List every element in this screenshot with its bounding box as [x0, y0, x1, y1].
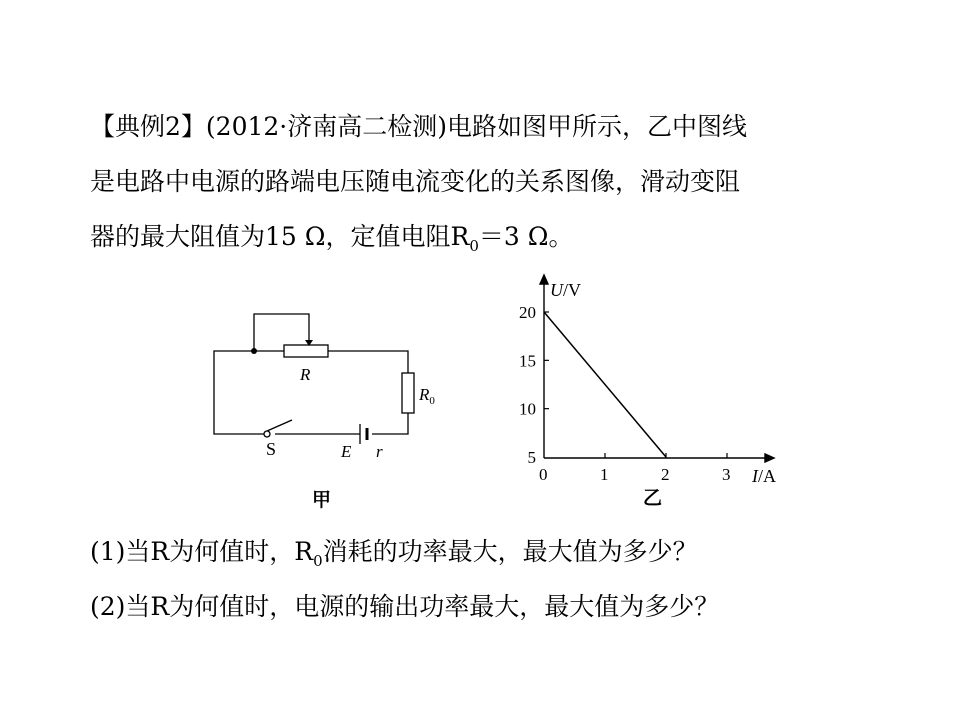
y-tick-label-5: 5: [527, 448, 536, 467]
resistor-r0-letter: R: [419, 385, 430, 404]
y-tick-label-20: 20: [519, 303, 536, 322]
question-1-text: (1)当R为何值时，R: [90, 537, 314, 566]
problem-line-3-text: 器的最大阻值为15 Ω，定值电阻R: [90, 222, 470, 251]
switch-blade: [267, 420, 292, 431]
x-axis-arrow: [765, 454, 774, 462]
internal-resistance-label: r: [376, 442, 383, 461]
resistor-r0-label: [418, 385, 435, 407]
y-axis-title: [550, 280, 581, 300]
x-tick-label-1: 1: [600, 465, 609, 484]
x-axis-title: [751, 466, 776, 486]
question-1: [90, 537, 890, 576]
problem-line-2: 是电路中电源的路端电压随电流变化的关系图像，滑动变阻: [90, 167, 741, 196]
resistor-r0-body: [402, 373, 414, 413]
switch-contact: [264, 431, 270, 437]
problem-line-3-subscript: 0: [469, 237, 479, 255]
x-axis-unit: /A: [758, 466, 776, 486]
problem-line-3: [90, 222, 890, 261]
switch-label: S: [266, 439, 277, 459]
ui-graph: [500, 272, 800, 515]
resistor-r0-subscript: 0: [429, 395, 435, 407]
y-axis-unit: /V: [563, 280, 581, 300]
rheostat-body: [284, 345, 328, 357]
wire-bottom-right: [372, 413, 408, 434]
question-2: (2)当R为何值时，电源的输出功率最大，最大值为多少？: [90, 592, 720, 621]
x-tick-label-3: 3: [722, 465, 731, 484]
y-axis-arrow: [540, 275, 548, 284]
y-tick-label-15: 15: [519, 351, 536, 371]
question-1-subscript: 0: [313, 552, 323, 570]
circuit-diagram: [200, 300, 435, 515]
emf-label: E: [341, 442, 352, 461]
x-axis-variable: I: [752, 466, 758, 486]
problem-line-3-end: ＝3 Ω。: [478, 222, 574, 251]
x-tick-label-0: 0: [539, 465, 548, 484]
wire-top-right: [328, 351, 408, 373]
y-tick-label-10: 10: [519, 399, 536, 419]
x-tick-label-2: 2: [661, 465, 670, 484]
circuit-caption: 甲: [312, 490, 332, 511]
question-1-end: 消耗的功率最大，最大值为多少？: [322, 537, 698, 566]
rheostat-label: R: [300, 365, 311, 384]
junction-dot: [251, 348, 257, 354]
problem-line-1: 【典例2】(2012·济南高二检测)电路如图甲所示，乙中图线: [90, 112, 747, 141]
graph-caption: 乙: [643, 488, 663, 509]
y-axis-variable: U: [550, 280, 563, 300]
wire-top-left: [214, 351, 264, 434]
ui-line: [544, 312, 666, 457]
